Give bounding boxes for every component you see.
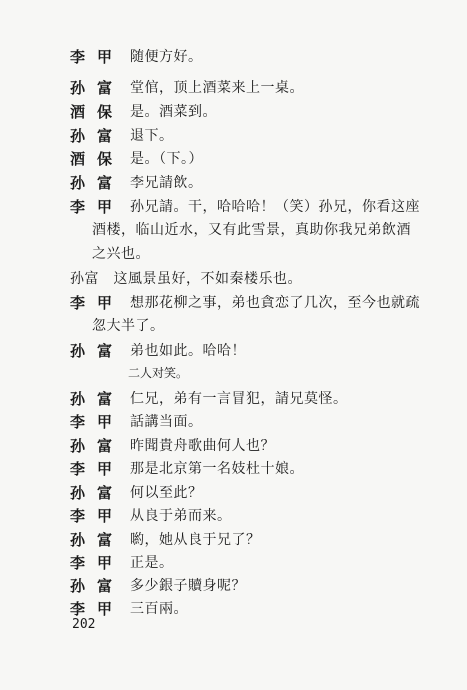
speech-text: 喲，她从良于兄了？ [130,532,261,548]
speaker-name: 孙富 [70,437,125,455]
speaker-name: 李甲 [70,294,125,312]
speaker-name: 孙富 [70,127,125,145]
speech-text: 仁兄，弟有一言冒犯，請兄莫怪。 [130,391,348,407]
speaker-name: 孙富 [70,390,125,408]
speaker-name: 酒保 [70,103,125,121]
speaker-name: 孙富 [70,484,125,502]
speaker-name: 李甲 [70,600,125,618]
speech-text: 正是。 [130,555,174,571]
speaker-name: 孙富 [70,79,125,97]
speech-continuation: 孙富 这風景虽好，不如秦楼乐也。 [70,271,302,287]
speech-text: 那是北京第一名妓杜十娘。 [130,461,304,477]
speech-text: 从良于弟而来。 [130,508,232,524]
speaker-name: 孙富 [70,531,125,549]
page-number: 202 [72,617,96,632]
speaker-name: 李甲 [70,554,125,572]
stage-direction-text: 二人对笑。 [128,366,189,380]
speech-text: 何以至此？ [130,485,203,501]
speaker-name: 李甲 [70,460,125,478]
speaker-name: 酒保 [70,150,125,168]
speech-text: 多少銀子贖身呢？ [130,578,246,594]
speaker-name: 孙富 [70,577,125,595]
speech-text: 孙兄請。干，哈哈哈！（笑）孙兄，你看这座 [130,199,420,215]
speaker-name: 李甲 [70,48,125,66]
speech-continuation: 忽大半了。 [92,318,165,334]
speech-text: 話講当面。 [130,414,203,430]
speech-continuation: 酒楼，临山近水，又有此雪景，真助你我兄弟飲酒 [92,222,411,238]
speaker-name: 孙富 [70,342,125,360]
speech-text: 随便方好。 [130,49,203,65]
speaker-name: 孙富 [70,174,125,192]
speech-text: 想那花柳之事，弟也貪恋了几次，至今也就疏 [130,295,420,311]
speech-text: 退下。 [130,128,174,144]
speech-text: 是。（下。） [130,151,203,167]
speech-text: 昨聞貴舟歌曲何人也？ [130,438,275,454]
speech-text: 是。酒菜到。 [130,104,217,120]
speaker-name: 李甲 [70,413,125,431]
speaker-name: 李甲 [70,507,125,525]
speech-continuation: 之兴也。 [92,246,150,262]
speech-text: 堂倌，顶上酒菜来上一桌。 [130,80,304,96]
speech-text: 李兄請飲。 [130,175,203,191]
speaker-name: 李甲 [70,198,125,216]
speech-text: 三百兩。 [130,601,188,617]
speech-text: 弟也如此。哈哈！ [130,343,246,359]
